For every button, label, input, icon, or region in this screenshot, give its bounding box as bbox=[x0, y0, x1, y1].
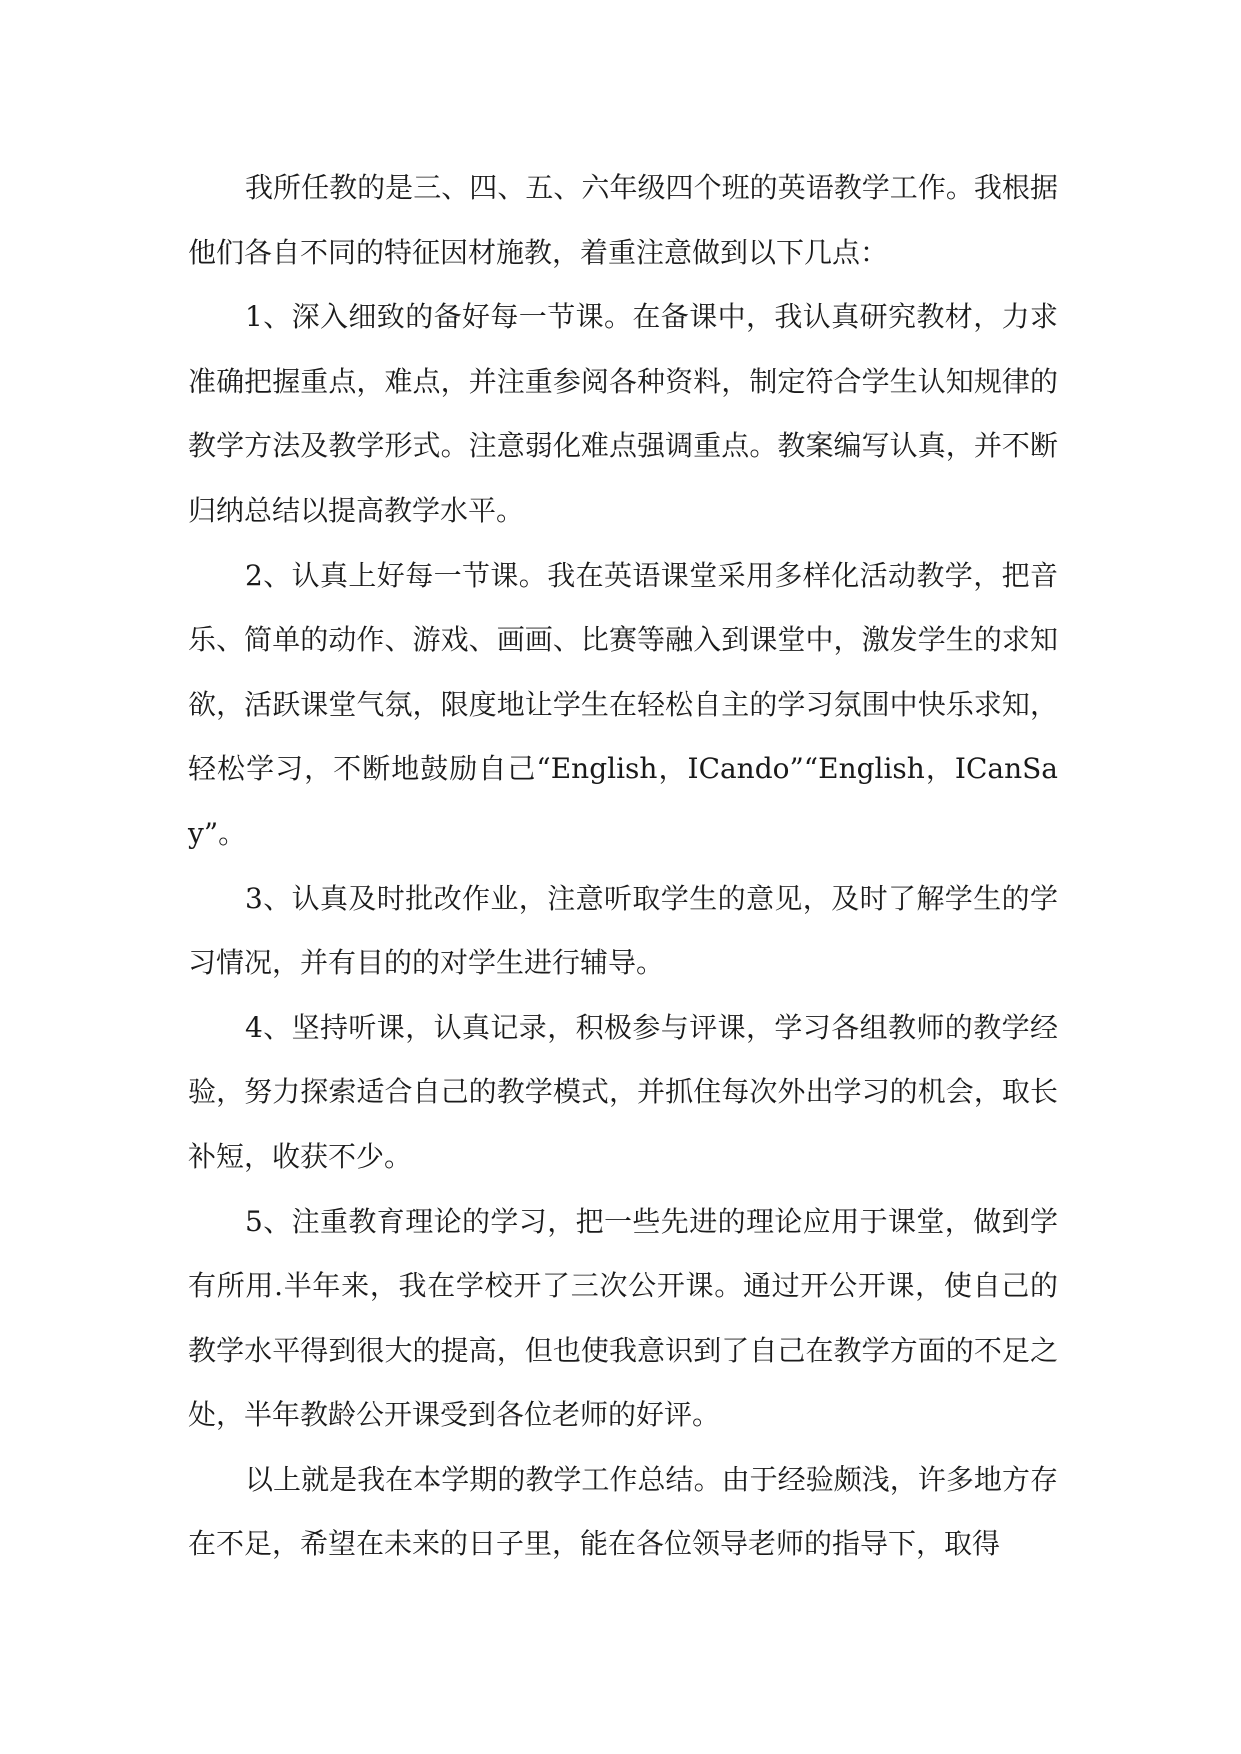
paragraph-conclusion: 以上就是我在本学期的教学工作总结。由于经验颇浅，许多地方存在不足，希望在未来的日子里，能在各位领导老师的指导下，取得 bbox=[188, 1462, 1058, 1561]
paragraph-item-5: 5、注重教育理论的学习，把一些先进的理论应用于课堂，做到学有所用.半年来，我在学校开了三次公开课。通过开公开课，使自己的教学水平得到很大的提高，但也使我意识到了自己在教学方面的不足之处，半年教龄公开课受到各位老师的好评。 bbox=[188, 1204, 1058, 1432]
paragraph-item-4: 4、坚持听课，认真记录，积极参与评课，学习各组教师的教学经验，努力探索适合自己的教学模式，并抓住每次外出学习的机会，取长补短，收获不少。 bbox=[188, 1010, 1058, 1173]
paragraph-item-1: 1、深入细致的备好每一节课。在备课中，我认真研究教材，力求准确把握重点，难点，并注重参阅各种资料，制定符合学生认知规律的教学方法及教学形式。注意弱化难点强调重点。教案编写认真，并不断归纳总结以提高教学水平。 bbox=[188, 300, 1058, 527]
paragraph-item-3: 3、认真及时批改作业，注意听取学生的意见，及时了解学生的学习情况，并有目的的对学生进行辅导。 bbox=[188, 881, 1058, 980]
paragraph-item-2: 2、认真上好每一节课。我在英语课堂采用多样化活动教学，把音乐、简单的动作、游戏、画画、比赛等融入到课堂中，激发学生的求知欲，活跃课堂气氛，限度地让学生在轻松自主的学习氛围中快乐求知，轻松学习，不断地鼓励自己“English，ICando”“English，ICanSay”。 bbox=[188, 558, 1058, 850]
paragraph-intro: 我所任教的是三、四、五、六年级四个班的英语教学工作。我根据他们各自不同的特征因材施教，着重注意做到以下几点： bbox=[188, 171, 1058, 269]
document-body bbox=[188, 156, 1058, 1577]
